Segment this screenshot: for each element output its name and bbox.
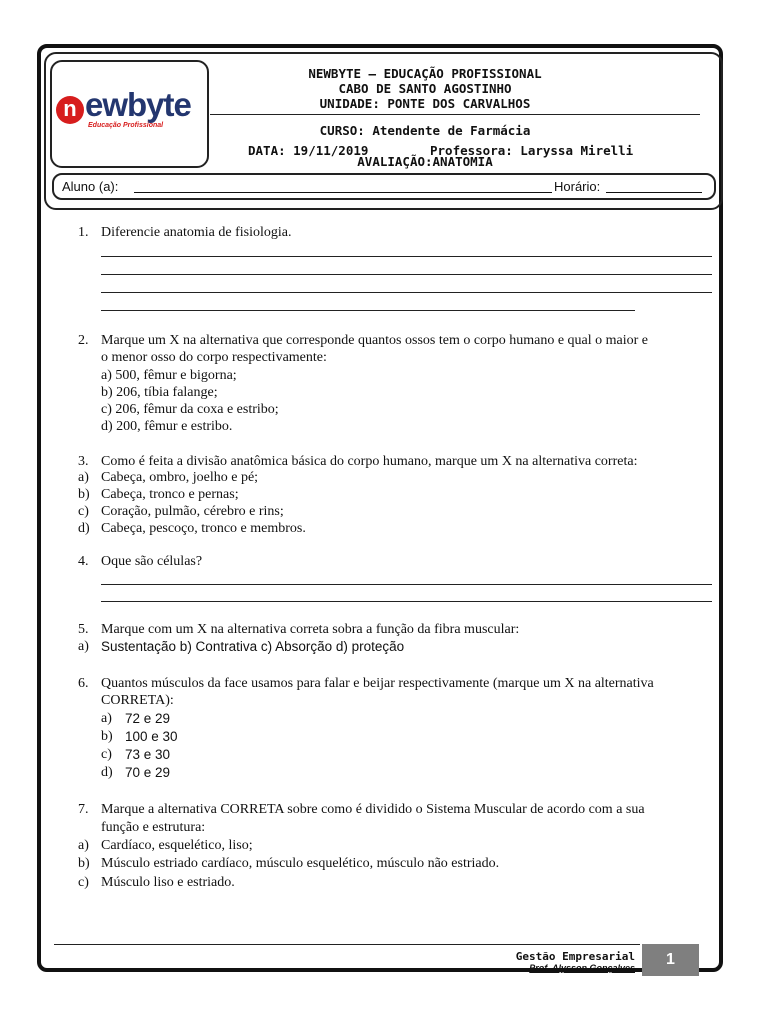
question-3-option-d[interactable]: Cabeça, pescoço, tronco e membros. <box>101 521 306 536</box>
question-6-option-b-letter: b) <box>101 729 113 744</box>
question-6-option-c[interactable]: 73 e 30 <box>125 747 171 762</box>
question-2-text-cont: o menor osso do corpo respectivamente: <box>101 350 327 365</box>
question-6-option-a[interactable]: 72 e 29 <box>125 711 171 726</box>
question-7-option-b-letter: b) <box>78 856 90 871</box>
answer-line[interactable] <box>101 584 712 585</box>
answer-line[interactable] <box>101 601 712 602</box>
evaluation-label: AVALIAÇÃO:ANATOMIA <box>357 154 493 169</box>
question-2-option-d[interactable]: d) 200, fêmur e estribo. <box>101 419 233 434</box>
course-label: CURSO: Atendente de Farmácia <box>319 123 531 138</box>
footer-professor: Prof. Alysson Gonçalves <box>529 963 635 973</box>
question-6-text-cont: CORRETA): <box>101 693 174 708</box>
answer-line[interactable] <box>101 292 712 293</box>
answer-line[interactable] <box>101 274 712 275</box>
question-1-text: Diferencie anatomia de fisiologia. <box>101 225 292 240</box>
question-3-option-d-letter: d) <box>78 521 90 536</box>
question-7-option-a[interactable]: Cardíaco, esquelético, liso; <box>101 838 253 853</box>
question-2-text: Marque um X na alternativa que corresponde quantos ossos tem o corpo humano e qual o maior e <box>101 333 649 348</box>
schedule-field[interactable] <box>606 192 702 193</box>
question-6-option-a-letter: a) <box>101 711 112 726</box>
unit-name: UNIDADE: PONTE DOS CARVALHOS <box>319 96 531 111</box>
answer-line[interactable] <box>101 310 635 311</box>
question-5-options[interactable]: Sustentação b) Contrativa c) Absorção d) proteção <box>101 639 405 654</box>
question-7-option-c-letter: c) <box>78 875 89 890</box>
question-6-option-b[interactable]: 100 e 30 <box>125 729 178 744</box>
question-3-option-a[interactable]: Cabeça, ombro, joelho e pé; <box>101 470 259 485</box>
question-4-text: Oque são células? <box>101 554 203 569</box>
question-3-option-c-letter: c) <box>78 504 89 519</box>
question-3-option-b[interactable]: Cabeça, tronco e pernas; <box>101 487 239 502</box>
city-name: CABO DE SANTO AGOSTINHO <box>338 81 512 96</box>
footer-divider <box>54 944 640 945</box>
question-4-number: 4. <box>78 554 89 569</box>
question-2-option-b[interactable]: b) 206, tíbia falange; <box>101 385 218 400</box>
question-7-option-b[interactable]: Músculo estriado cardíaco, músculo esquelético, músculo não estriado. <box>101 856 500 871</box>
question-3-option-b-letter: b) <box>78 487 90 502</box>
question-5-text: Marque com um X na alternativa correta sobra a função da fibra muscular: <box>101 622 520 637</box>
question-6-text: Quantos músculos da face usamos para falar e beijar respectivamente (marque um X na alternativa <box>101 676 654 691</box>
logo <box>50 60 209 168</box>
question-2-number: 2. <box>78 333 89 348</box>
schedule-label: Horário: <box>554 179 601 194</box>
teacher-label: Professora: Laryssa Mirelli <box>430 143 634 158</box>
question-7-number: 7. <box>78 802 89 817</box>
question-6-option-d-letter: d) <box>101 765 113 780</box>
answer-line[interactable] <box>101 256 712 257</box>
question-7-option-a-letter: a) <box>78 838 89 853</box>
page-number: 1 <box>642 944 699 976</box>
question-7-text: Marque a alternativa CORRETA sobre como é dividido o Sistema Muscular de acordo com a sua <box>101 802 645 817</box>
question-3-number: 3. <box>78 454 89 469</box>
logo-subtitle: Educação Profissional <box>88 122 164 129</box>
student-name-field[interactable] <box>134 192 552 193</box>
logo-wordmark: ewbyte <box>85 86 191 123</box>
header-divider <box>210 114 700 115</box>
question-1-number: 1. <box>78 225 89 240</box>
question-5-option-a-letter: a) <box>78 639 89 654</box>
school-name: NEWBYTE – EDUCAÇÃO PROFISSIONAL <box>308 66 542 81</box>
question-2-option-a[interactable]: a) 500, fêmur e bigorna; <box>101 368 237 383</box>
question-3-option-a-letter: a) <box>78 470 89 485</box>
footer-title: Gestão Empresarial <box>515 950 635 963</box>
question-3-option-c[interactable]: Coração, pulmão, cérebro e rins; <box>101 504 284 519</box>
question-6-number: 6. <box>78 676 89 691</box>
student-info-box <box>52 173 716 200</box>
student-name-label: Aluno (a): <box>62 179 119 194</box>
question-2-option-c[interactable]: c) 206, fêmur da coxa e estribo; <box>101 402 279 417</box>
question-7-text-cont: função e estrutura: <box>101 820 206 835</box>
question-3-text: Como é feita a divisão anatômica básica do corpo humano, marque um X na alternativa correta: <box>101 454 638 469</box>
question-6-option-d[interactable]: 70 e 29 <box>125 765 171 780</box>
question-7-option-c[interactable]: Músculo liso e estriado. <box>101 875 235 890</box>
logo-n-mark: n <box>56 96 84 124</box>
date-label: DATA: 19/11/2019 <box>248 143 369 158</box>
question-5-number: 5. <box>78 622 89 637</box>
question-6-option-c-letter: c) <box>101 747 112 762</box>
